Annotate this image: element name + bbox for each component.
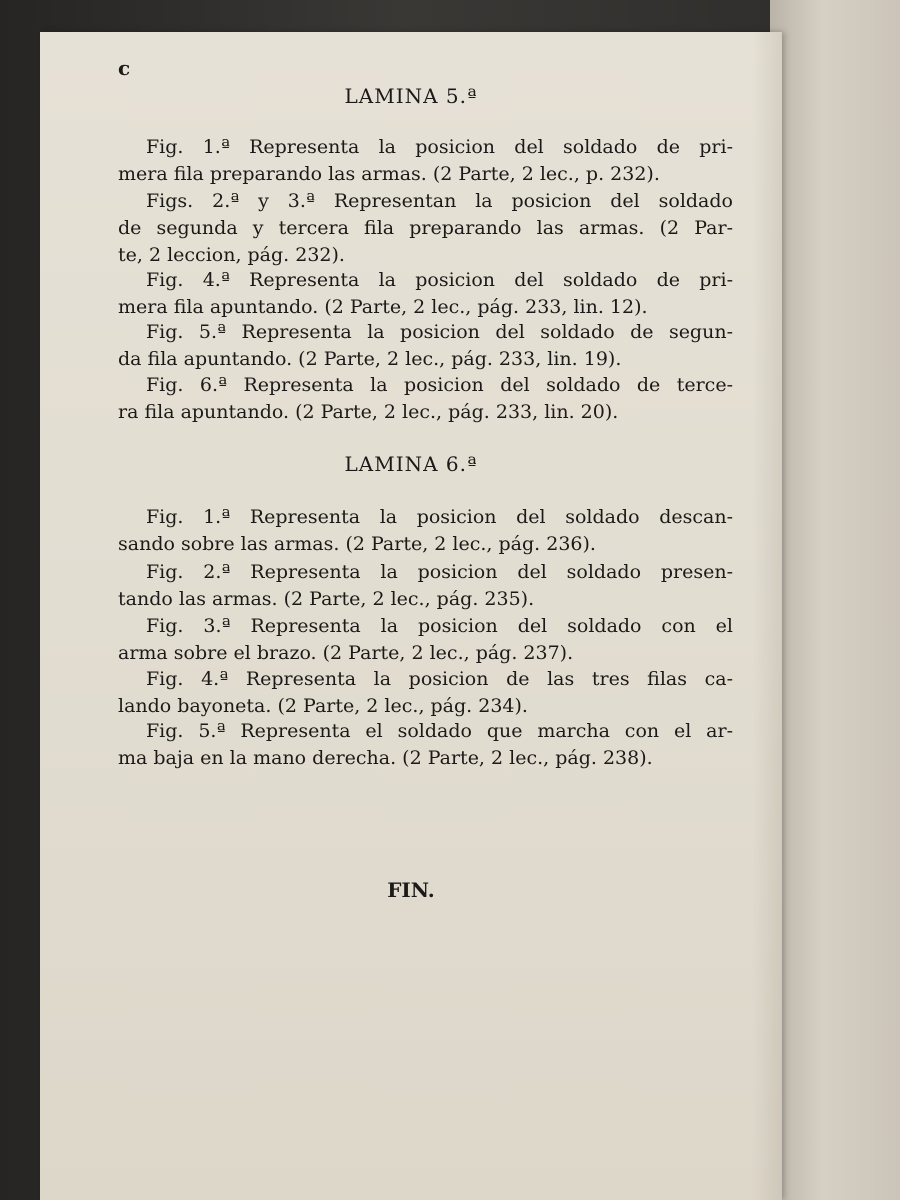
text-line: da fila apuntando. (2 Parte, 2 lec., pág. 233, lin. 19).	[118, 348, 622, 370]
lamina-6-fig-4	[118, 666, 733, 720]
text-line: Fig. 6.ª Representa la posicion del soldado de terce-	[146, 374, 733, 396]
lamina-6-heading: LAMINA 6.ª	[344, 452, 478, 476]
text-line: Fig. 3.ª Representa la posicion del soldado con el	[146, 615, 733, 637]
adjacent-page-edge	[770, 0, 900, 1200]
lamina-5-fig-6	[118, 372, 733, 426]
lamina-6-fig-3	[118, 613, 733, 667]
text-line: ma baja en la mano derecha. (2 Parte, 2 lec., pág. 238).	[118, 747, 653, 769]
text-line: arma sobre el brazo. (2 Parte, 2 lec., pág. 237).	[118, 642, 574, 664]
text-line: te, 2 leccion, pág. 232).	[118, 244, 345, 266]
text-line: de segunda y tercera fila preparando las armas. (2 Par-	[118, 217, 733, 239]
signature-mark: c	[118, 56, 131, 80]
text-line: Fig. 4.ª Representa la posicion de las tres filas ca-	[146, 668, 733, 690]
lamina-5-fig-5	[118, 319, 733, 373]
text-line: lando bayoneta. (2 Parte, 2 lec., pág. 234).	[118, 695, 528, 717]
text-line: sando sobre las armas. (2 Parte, 2 lec., pág. 236).	[118, 533, 596, 555]
text-line: Fig. 5.ª Representa el soldado que marcha con el ar-	[146, 720, 733, 742]
text-line: tando las armas. (2 Parte, 2 lec., pág. 235).	[118, 588, 535, 610]
text-line: mera fila preparando las armas. (2 Parte, 2 lec., p. 232).	[118, 163, 660, 185]
lamina-5-figs-2-3	[118, 188, 733, 269]
lamina-5-heading: LAMINA 5.ª	[344, 84, 478, 108]
text-line: mera fila apuntando. (2 Parte, 2 lec., pág. 233, lin. 12).	[118, 296, 648, 318]
lamina-6-fig-1	[118, 504, 733, 558]
text-line: Fig. 1.ª Representa la posicion del soldado de pri-	[146, 136, 733, 158]
lamina-5-fig-4	[118, 267, 733, 321]
text-line: Fig. 5.ª Representa la posicion del soldado de segun-	[146, 321, 733, 343]
text-line: ra fila apuntando. (2 Parte, 2 lec., pág. 233, lin. 20).	[118, 401, 619, 423]
lamina-6-fig-5	[118, 718, 733, 772]
text-line: Fig. 2.ª Representa la posicion del soldado presen-	[146, 561, 733, 583]
lamina-6-fig-2	[118, 559, 733, 613]
text-line: Fig. 4.ª Representa la posicion del soldado de pri-	[146, 269, 733, 291]
lamina-5-fig-1	[118, 134, 733, 188]
text-line: Fig. 1.ª Representa la posicion del soldado descan-	[146, 506, 733, 528]
text-line: Figs. 2.ª y 3.ª Representan la posicion del soldado	[146, 190, 733, 212]
closing-fin: FIN.	[387, 878, 435, 902]
